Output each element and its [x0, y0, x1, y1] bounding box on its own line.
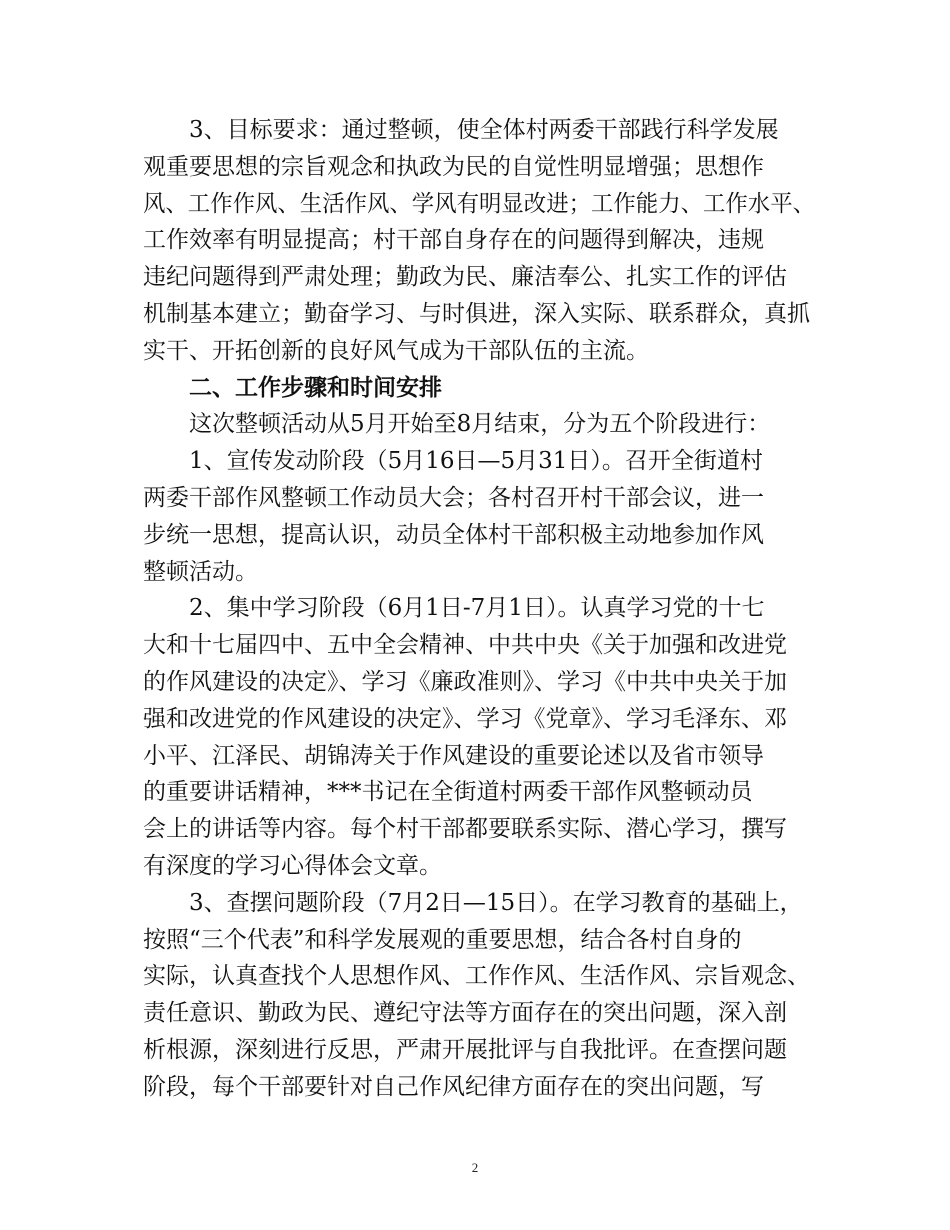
- section-heading: 二、工作步骤和时间安排: [189, 374, 442, 401]
- paragraph-line: 实干、开拓创新的良好风气成为干部队伍的主流。: [143, 337, 649, 364]
- paragraph-line: 3、目标要求：通过整顿，使全体村两委干部践行科学发展: [189, 117, 779, 143]
- paragraph-line: 的重要讲话精神，***书记在全街道村两委干部作风整顿动员: [143, 779, 753, 806]
- paragraph-line: 实际，认真查找个人思想作风、工作作风、生活作风、宗旨观念、: [143, 963, 810, 990]
- paragraph-line: 违纪问题得到严肃处理；勤政为民、廉洁奉公、扎实工作的评估: [143, 264, 787, 291]
- paragraph-line: 2、集中学习阶段（6月1日-7月1日）。认真学习党的十七: [189, 595, 765, 622]
- paragraph-line: 3、查摆问题阶段（7月2日—15日）。在学习教育的基础上，: [189, 889, 803, 916]
- paragraph-line: 析根源，深刻进行反思，严肃开展批评与自我批评。在查摆问题: [143, 1036, 787, 1063]
- paragraph-line: 步统一思想，提高认识，动员全体村干部积极主动地参加作风: [143, 521, 764, 548]
- paragraph-line: 风、工作作风、生活作风、学风有明显改进；工作能力、工作水平、: [143, 190, 815, 217]
- paragraph-line: 机制基本建立；勤奋学习、与时俱进，深入实际、联系群众，真抓: [143, 300, 810, 327]
- paragraph-line: 工作效率有明显提高；村干部自身存在的问题得到解决，违规: [143, 227, 764, 254]
- paragraph-line: 观重要思想的宗旨观念和执政为民的自觉性明显增强；思想作: [143, 153, 764, 180]
- paragraph-line: 阶段，每个干部要针对自己作风纪律方面存在的突出问题，写: [143, 1073, 764, 1100]
- paragraph-line: 整顿活动。: [143, 558, 258, 585]
- paragraph-line: 两委干部作风整顿工作动员大会；各村召开村干部会议，进一: [143, 484, 764, 511]
- paragraph-line: 1、宣传发动阶段（5月16日—5月31日）。召开全街道村: [189, 448, 763, 475]
- paragraph-line: 这次整顿活动从5月开始至8月结束，分为五个阶段进行：: [189, 411, 771, 438]
- paragraph-line: 的作风建设的决定》、学习《廉政准则》、学习《中共中央关于加: [143, 668, 787, 695]
- paragraph-line: 会上的讲话等内容。每个村干部都要联系实际、潜心学习，撰写: [143, 816, 787, 843]
- paragraph-line: 大和十七届四中、五中全会精神、中共中央《关于加强和改进党: [143, 632, 787, 659]
- document-body: [143, 112, 815, 1106]
- paragraph-line: 责任意识、勤政为民、遵纪守法等方面存在的突出问题，深入剖: [143, 1000, 787, 1027]
- paragraph-line: 小平、江泽民、胡锦涛关于作风建设的重要论述以及省市领导: [143, 742, 764, 769]
- paragraph-line: 按照“三个代表”和科学发展观的重要思想，结合各村自身的: [143, 926, 742, 953]
- paragraph-line: 强和改进党的作风建设的决定》、学习《党章》、学习毛泽东、邓: [143, 705, 787, 732]
- paragraph-line: 有深度的学习心得体会文章。: [143, 852, 442, 879]
- page-number: 2: [471, 1160, 479, 1175]
